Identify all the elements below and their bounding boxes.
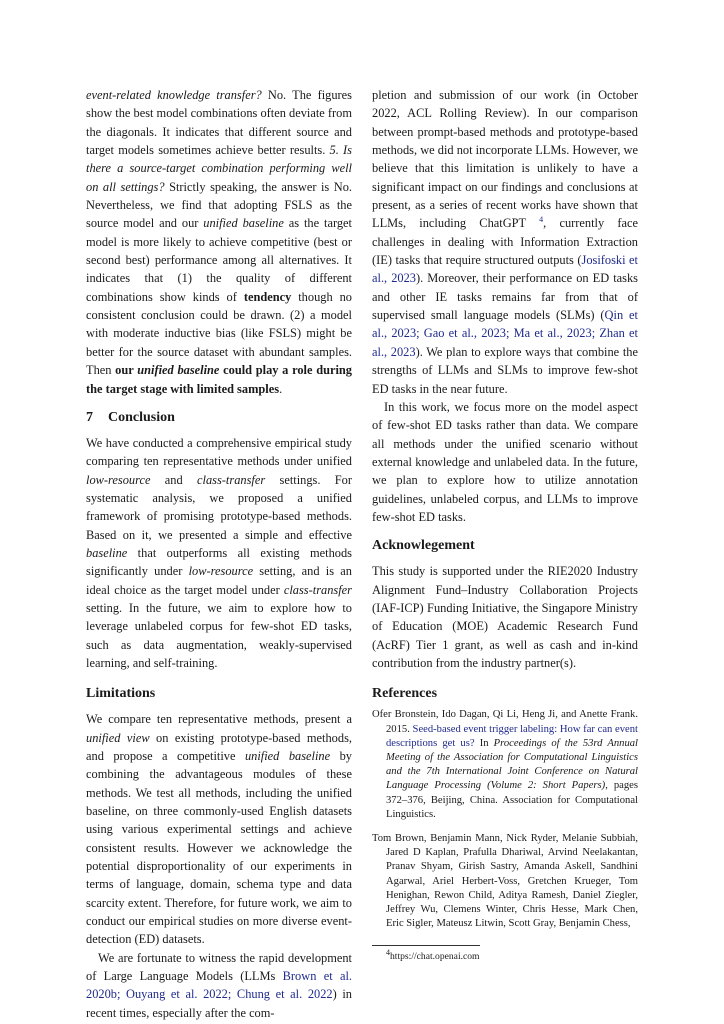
citation-link[interactable]: Brown et al. 2020b; Ouyang et al. 2022; Chung et al. 2022 xyxy=(86,969,352,1002)
paragraph-focus: In this work, we focus more on the model aspect of few-shot ED tasks rather than data. We compare all methods under the unified scenario without external knowledge and unlabeled data. In the future, we plan to explore how to utilize annotation guidelines, unlabeled corpus, and LLMs to improve few-shot ED tasks. xyxy=(372,399,638,524)
section-heading-references: References xyxy=(372,686,438,702)
right-column xyxy=(372,86,638,963)
paragraph-limitations: We compare ten representative methods, present a unified view on existing prototype-based methods, and propose a competitive unified baseline by combining the advantageous modules of these methods. We test all methods, including the unified baseline, on three commonly-used English datasets using various experimental settings and achieve consistent results. However we acknowledge the potential disproportionality of our experiments in terms of language, domain, schema type and data scarcity extent. Therefore, for future work, we aim to conduct our empirical studies on more diverse event-detection (ED) datasets. xyxy=(86,712,352,947)
reference-entry: Ofer Bronstein, Ido Dagan, Qi Li, Heng Ji, and Anette Frank. 2015. Seed-based event trigger labeling: How far can event descriptions get us? In Proceedings of the 53rd Annual Meeting of the Association for Computational Linguistics and the 7th International Joint Conference on Natural Language Processing (Volume 2: Short Papers), pages 372–376, Beijing, China. Association for Computational Linguistics. xyxy=(372,709,638,820)
reference-list xyxy=(372,708,638,931)
footnote-divider xyxy=(372,945,480,946)
citation-link[interactable]: Josifoski et al., 2023 xyxy=(372,253,638,286)
paragraph-llms: We are fortunate to witness the rapid development of Large Language Models (LLMs Brown et al. 2020b; Ouyang et al. 2022; Chung et al. 2022) in recent times, especially after the com- xyxy=(86,950,352,1020)
footnote-url[interactable]: https://chat.openai.com xyxy=(390,951,480,963)
left-column xyxy=(86,86,352,1022)
paragraph-acknowledgement: This study is supported under the RIE2020 Industry Alignment Fund–Industry Collaboration Projects (IAF-ICP) Funding Initiative, the Singapore Ministry of Education (MOE) Academic Research Fund (AcRF) Tier 1 grant, as well as cash and in-kind contribution from the industry partner(s). xyxy=(372,564,638,670)
reference-link[interactable]: Seed-based event trigger labeling: How far can event descriptions get us? xyxy=(386,723,638,749)
footnote: $^4$https://chat.openai.com xyxy=(386,948,480,963)
reference-entry: Tom Brown, Benjamin Mann, Nick Ryder, Melanie Subbiah, Jared D Kaplan, Prafulla Dhariwal, Arvind Neelakantan, Pranav Shyam, Girish Sastry, Amanda Askell, Sandhini Agarwal, Ariel Herbert-Voss, Gretchen Krueger, Tom Henighan, Rewon Child, Aditya Ramesh, Daniel Ziegler, Jeffrey Wu, Clemens Winter, Chris Hesse, Mark Chen, Eric Sigler, Mateusz Litwin, Scott Gray, Benjamin Chess, xyxy=(372,832,638,930)
section-heading-acknowledgement: Acknowlegement xyxy=(372,538,475,554)
paragraph-llms-continued: pletion and submission of our work (in October 2022, ACL Rolling Review). In our comparison between prompt-based methods and prototype-based methods, we did not incorporate LLMs. However, we believe that this limitation is unlikely to have a significant impact on our findings and conclusions at present, as a series of recent works have shown that LLMs, including ChatGPT $^4$, currently face challenges in dealing with Information Extraction (IE) tasks that require structured outputs (Josifoski et al., 2023). Moreover, their performance on ED tasks and other IE tasks remains far from that of supervised small language models (SLMs) (Qin et al., 2023; Gao et al., 2023; Ma et al., 2023; Zhan et al., 2023). We plan to explore ways that combine the strengths of LLMs and SLMs to improve few-shot ED tasks in the near future. xyxy=(372,88,639,396)
citation-link[interactable]: Qin et al., 2023; Gao et al., 2023; Ma et al., 2023; Zhan et al., 2023 xyxy=(372,308,638,359)
section-heading-conclusion: 7 Conclusion xyxy=(86,409,175,425)
paragraph-analysis: event-related knowledge transfer? No. The figures show the best model combinations often deviate from the diagonals. It indicates that different source and target models sometimes achieve better results. 5. Is there a source-target combination performing well on all settings? Strictly speaking, the answer is No. Nevertheless, we find that adopting FSLS as the source model and our unified baseline as the target model is more likely to achieve competitive (best or second best) performance among all alternatives. It indicates that (1) the quality of different combinations show kinds of tendency though no consistent conclusion could be drawn. (2) a model with moderate inductive bias (like FSLS) might be better for the source dataset with abundant samples. Then our unified baseline could play a role during the target stage with limited samples. xyxy=(86,88,353,396)
footnote-marker[interactable]: 4 xyxy=(539,215,544,225)
paragraph-conclusion: We have conducted a comprehensive empirical study comparing ten representative methods under unified low-resource and class-transfer settings. For systematic analysis, we proposed a unified framework of promising prototype-based methods. Based on it, we presented a simple and effective baseline that outperforms all existing methods significantly under low-resource setting, and is an ideal choice as the target model under class-transfer setting. In the future, we aim to explore how to leverage unlabeled corpus for few-shot ED tasks, such as data augmentation, weakly-supervised learning, and self-training. xyxy=(86,435,352,670)
section-heading-limitations: Limitations xyxy=(86,686,156,702)
